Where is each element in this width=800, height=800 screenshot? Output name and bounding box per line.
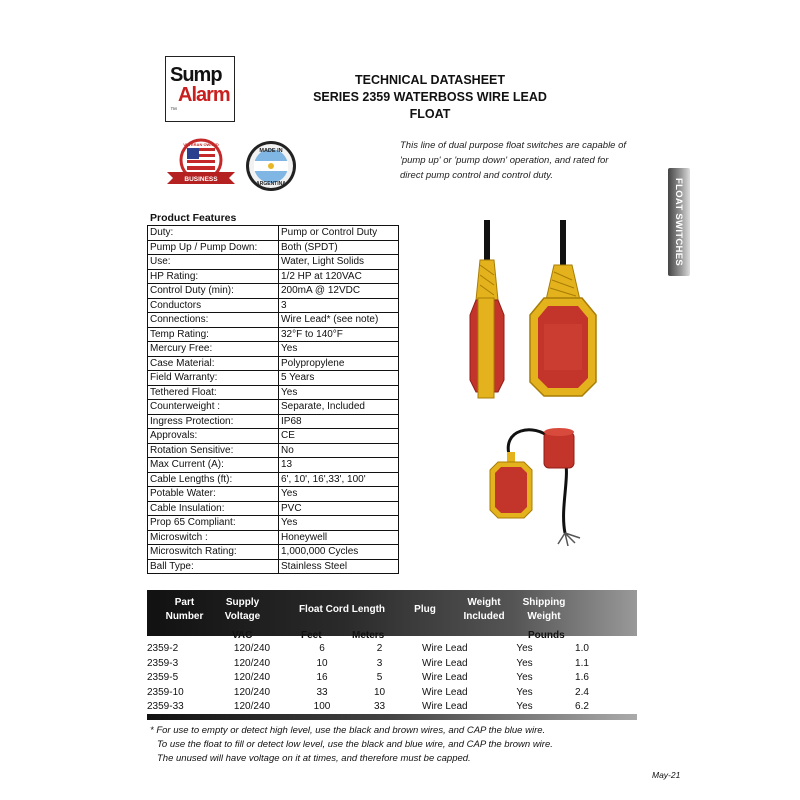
feature-row: [148, 545, 399, 560]
revision-date: May-21: [652, 770, 681, 780]
feature-value: Yes: [279, 516, 399, 531]
feature-label: Connections:: [148, 313, 279, 328]
spec-cell-meters: 5: [376, 672, 383, 684]
header-pounds: Pounds: [528, 630, 565, 641]
header-part-line2: Number: [165, 611, 204, 622]
header-shipping-line2: Weight: [527, 611, 561, 622]
spec-cell-weight: Yes: [516, 672, 533, 684]
veteran-owned-badge-icon: [165, 138, 237, 190]
feature-value: Yes: [279, 385, 399, 400]
page-title: [300, 72, 560, 123]
spec-cell-volt: 120/240: [233, 686, 271, 698]
feature-row: [148, 472, 399, 487]
feature-label: Mercury Free:: [148, 342, 279, 357]
argentina-bottom-text: ARGENTINA: [256, 181, 286, 187]
logo-trademark: ™: [170, 107, 177, 114]
feature-value: 1,000,000 Cycles: [279, 545, 399, 560]
feature-value: CE: [279, 429, 399, 444]
spec-cell-meters: 33: [373, 701, 386, 713]
header-part-line1: Part: [174, 597, 195, 608]
spec-cell-volt: 120/240: [233, 672, 271, 684]
logo-line1: Sump: [170, 64, 222, 86]
feature-row: [148, 559, 399, 574]
feature-row: [148, 313, 399, 328]
wiring-notes: [150, 724, 650, 766]
feature-label: Microswitch :: [148, 530, 279, 545]
feature-row: [148, 458, 399, 473]
spec-cell-ship: 1.1: [575, 657, 589, 669]
spec-cell-plug: Wire Lead: [422, 643, 468, 655]
feature-row: [148, 487, 399, 502]
float-switches-tab: [668, 168, 690, 276]
feature-row: [148, 356, 399, 371]
logo-line2: Alarm: [178, 84, 230, 106]
feature-row: [148, 255, 399, 270]
spec-cell-weight: Yes: [516, 686, 533, 698]
feature-value: Wire Lead* (see note): [279, 313, 399, 328]
header-plug: Plug: [414, 604, 436, 615]
side-tab-label: FLOAT SWITCHES: [673, 178, 684, 266]
spec-row: [147, 642, 612, 657]
feature-label: Max Current (A):: [148, 458, 279, 473]
feature-value: 6', 10', 16',33', 100': [279, 472, 399, 487]
feature-row: [148, 327, 399, 342]
product-features-table: [147, 225, 399, 574]
feature-value: Pump or Control Duty: [279, 226, 399, 241]
spec-cell-volt: 120/240: [233, 701, 271, 713]
feature-row: [148, 530, 399, 545]
feature-label: Use:: [148, 255, 279, 270]
feature-row: [148, 226, 399, 241]
veteran-ribbon-text: BUSINESS: [184, 176, 218, 183]
feature-label: Cable Insulation:: [148, 501, 279, 516]
spec-cell-plug: Wire Lead: [422, 657, 468, 669]
spec-cell-part: 2359-2: [147, 643, 179, 655]
spec-cell-ship: 2.4: [575, 686, 589, 698]
feature-label: Ball Type:: [148, 559, 279, 574]
product-features-title: Product Features: [150, 212, 237, 224]
spec-cell-ship: 1.0: [575, 643, 589, 655]
note-line3: The unused will have voltage on it at times, and therefore must be capped.: [157, 753, 471, 764]
spec-cell-weight: Yes: [516, 701, 533, 713]
spec-cell-ship: 1.6: [575, 672, 589, 684]
feature-label: HP Rating:: [148, 269, 279, 284]
spec-cell-meters: 2: [376, 643, 383, 655]
spec-cell-part: 2359-3: [147, 657, 179, 669]
feature-label: Potable Water:: [148, 487, 279, 502]
header-vac: VAC: [232, 630, 253, 641]
spec-cell-part: 2359-33: [147, 701, 184, 713]
spec-row: [147, 686, 612, 701]
spec-cell-meters: 3: [376, 657, 383, 669]
float-switch-with-weight-image: [480, 418, 590, 548]
intro-line3: direct pump control and control duty.: [400, 170, 553, 181]
feature-value: Yes: [279, 342, 399, 357]
feature-value: Yes: [279, 487, 399, 502]
feature-row: [148, 501, 399, 516]
feature-value: Polypropylene: [279, 356, 399, 371]
feature-row: [148, 284, 399, 299]
feature-value: Water, Light Solids: [279, 255, 399, 270]
feature-label: Counterweight :: [148, 400, 279, 415]
feature-label: Conductors: [148, 298, 279, 313]
feature-label: Prop 65 Compliant:: [148, 516, 279, 531]
header-weight-line1: Weight: [467, 597, 501, 608]
feature-row: [148, 298, 399, 313]
spec-cell-feet: 6: [319, 643, 325, 655]
header-weight: [455, 596, 513, 624]
spec-cell-ship: 6.2: [575, 701, 589, 713]
feature-value: Stainless Steel: [279, 559, 399, 574]
feature-row: [148, 516, 399, 531]
feature-label: Temp Rating:: [148, 327, 279, 342]
spec-table-footer-bar: [147, 714, 637, 720]
feature-row: [148, 400, 399, 415]
feature-row: [148, 269, 399, 284]
header-feet: Feet: [301, 630, 322, 641]
spec-table: [147, 642, 612, 715]
feature-value: No: [279, 443, 399, 458]
feature-value: 13: [279, 458, 399, 473]
note-line2: To use the float to fill or detect low level, use the black and blue wire, and CAP the brown wire.: [157, 739, 553, 750]
spec-cell-volt: 120/240: [233, 643, 271, 655]
title-line2: SERIES 2359 WATERBOSS WIRE LEAD FLOAT: [313, 90, 547, 121]
spec-cell-part: 2359-10: [147, 686, 184, 698]
feature-row: [148, 371, 399, 386]
feature-label: Rotation Sensitive:: [148, 443, 279, 458]
feature-value: Honeywell: [279, 530, 399, 545]
feature-label: Microswitch Rating:: [148, 545, 279, 560]
feature-value: 1/2 HP at 120VAC: [279, 269, 399, 284]
sump-alarm-logo: [165, 56, 235, 122]
feature-value: Separate, Included: [279, 400, 399, 415]
feature-value: Both (SPDT): [279, 240, 399, 255]
header-weight-line2: Included: [463, 611, 505, 622]
spec-cell-plug: Wire Lead: [422, 672, 468, 684]
spec-row: [147, 671, 612, 686]
feature-label: Control Duty (min):: [148, 284, 279, 299]
header-float-cord: Float Cord Length: [298, 604, 386, 615]
feature-row: [148, 443, 399, 458]
feature-row: [148, 414, 399, 429]
feature-row: [148, 385, 399, 400]
spec-cell-meters: 10: [373, 686, 386, 698]
header-supply-line2: Voltage: [224, 611, 261, 622]
spec-cell-feet: 16: [316, 672, 328, 684]
spec-cell-feet: 10: [316, 657, 328, 669]
feature-label: Approvals:: [148, 429, 279, 444]
feature-value: 5 Years: [279, 371, 399, 386]
header-shipping: [515, 596, 573, 624]
spec-cell-part: 2359-5: [147, 672, 179, 684]
spec-cell-weight: Yes: [516, 643, 533, 655]
feature-label: Field Warranty:: [148, 371, 279, 386]
made-in-argentina-badge-icon: [243, 140, 299, 192]
spec-cell-plug: Wire Lead: [422, 686, 468, 698]
header-supply: [215, 596, 270, 624]
header-meters: Meters: [352, 630, 385, 641]
feature-value: 32°F to 140°F: [279, 327, 399, 342]
feature-value: PVC: [279, 501, 399, 516]
feature-value: IP68: [279, 414, 399, 429]
feature-row: [148, 429, 399, 444]
spec-row: [147, 657, 612, 672]
intro-line1: This line of dual purpose float switches are capable of: [400, 140, 627, 151]
title-line1: TECHNICAL DATASHEET: [355, 73, 505, 87]
feature-label: Tethered Float:: [148, 385, 279, 400]
feature-label: Cable Lengths (ft):: [148, 472, 279, 487]
float-switch-product-image: [450, 220, 630, 410]
feature-label: Ingress Protection:: [148, 414, 279, 429]
feature-row: [148, 240, 399, 255]
note-line1: * For use to empty or detect high level, use the black and brown wires, and CAP the blue wire.: [150, 725, 546, 736]
feature-label: Duty:: [148, 226, 279, 241]
argentina-top-text: MADE IN: [259, 148, 283, 154]
spec-cell-feet: 33: [316, 686, 328, 698]
header-supply-line1: Supply: [225, 597, 260, 608]
veteran-top-text: VETERAN OWNED: [183, 142, 219, 147]
feature-row: [148, 342, 399, 357]
feature-value: 200mA @ 12VDC: [279, 284, 399, 299]
spec-cell-volt: 120/240: [233, 657, 271, 669]
feature-label: Pump Up / Pump Down:: [148, 240, 279, 255]
spec-row: [147, 700, 612, 715]
header-shipping-line1: Shipping: [522, 597, 566, 608]
intro-line2: 'pump up' or 'pump down' operation, and rated for: [400, 155, 609, 166]
header-part: [157, 596, 212, 624]
feature-label: Case Material:: [148, 356, 279, 371]
spec-cell-weight: Yes: [516, 657, 533, 669]
spec-cell-feet: 100: [313, 701, 331, 713]
intro-text: [400, 138, 640, 183]
feature-value: 3: [279, 298, 399, 313]
spec-cell-plug: Wire Lead: [422, 701, 468, 713]
